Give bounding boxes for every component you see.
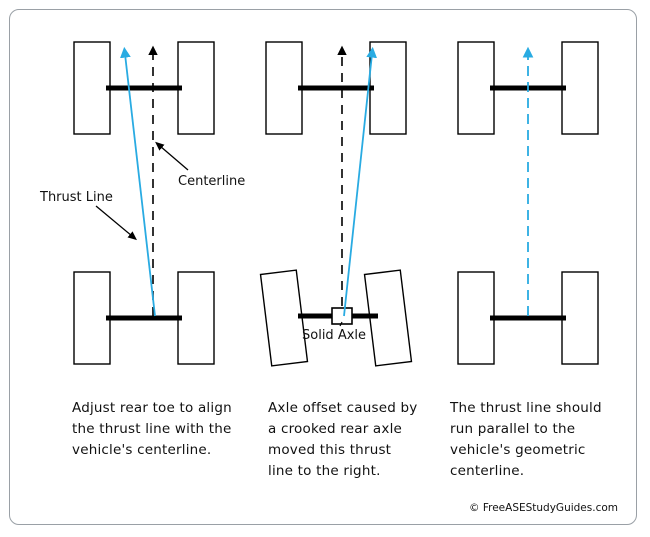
centerline-label: Centerline xyxy=(178,174,246,189)
panel-right xyxy=(458,42,598,364)
diagram-frame xyxy=(9,9,637,525)
caption-panel-left: Adjust rear toe to align the thrust line with the vehicle's centerline. xyxy=(72,400,232,458)
solid-axle-label: Solid Axle xyxy=(302,328,367,343)
centerline-pointer xyxy=(160,146,188,170)
tire-front-right xyxy=(370,42,406,134)
thrust-line xyxy=(125,54,155,316)
tire-front-right xyxy=(562,42,598,134)
tire-front-left xyxy=(458,42,494,134)
tire-front-right xyxy=(178,42,214,134)
tire-rear-right xyxy=(178,272,214,364)
tire-front-left xyxy=(266,42,302,134)
panel-middle xyxy=(261,42,412,366)
solid-axle-housing xyxy=(332,308,352,324)
copyright-credit: © FreeASEStudyGuides.com xyxy=(469,502,618,514)
tire-rear-right xyxy=(562,272,598,364)
tire-front-left xyxy=(74,42,110,134)
tire-rear-left xyxy=(458,272,494,364)
caption-panel-right: The thrust line should run parallel to the vehicle's geometric centerline. xyxy=(450,400,602,479)
tire-rear-left xyxy=(74,272,110,364)
thrust-line-pointer xyxy=(96,206,132,236)
thrust-line-label: Thrust Line xyxy=(40,190,113,205)
caption-panel-middle: Axle offset caused by a crooked rear axle moved this thrust line to the right. xyxy=(268,400,418,479)
